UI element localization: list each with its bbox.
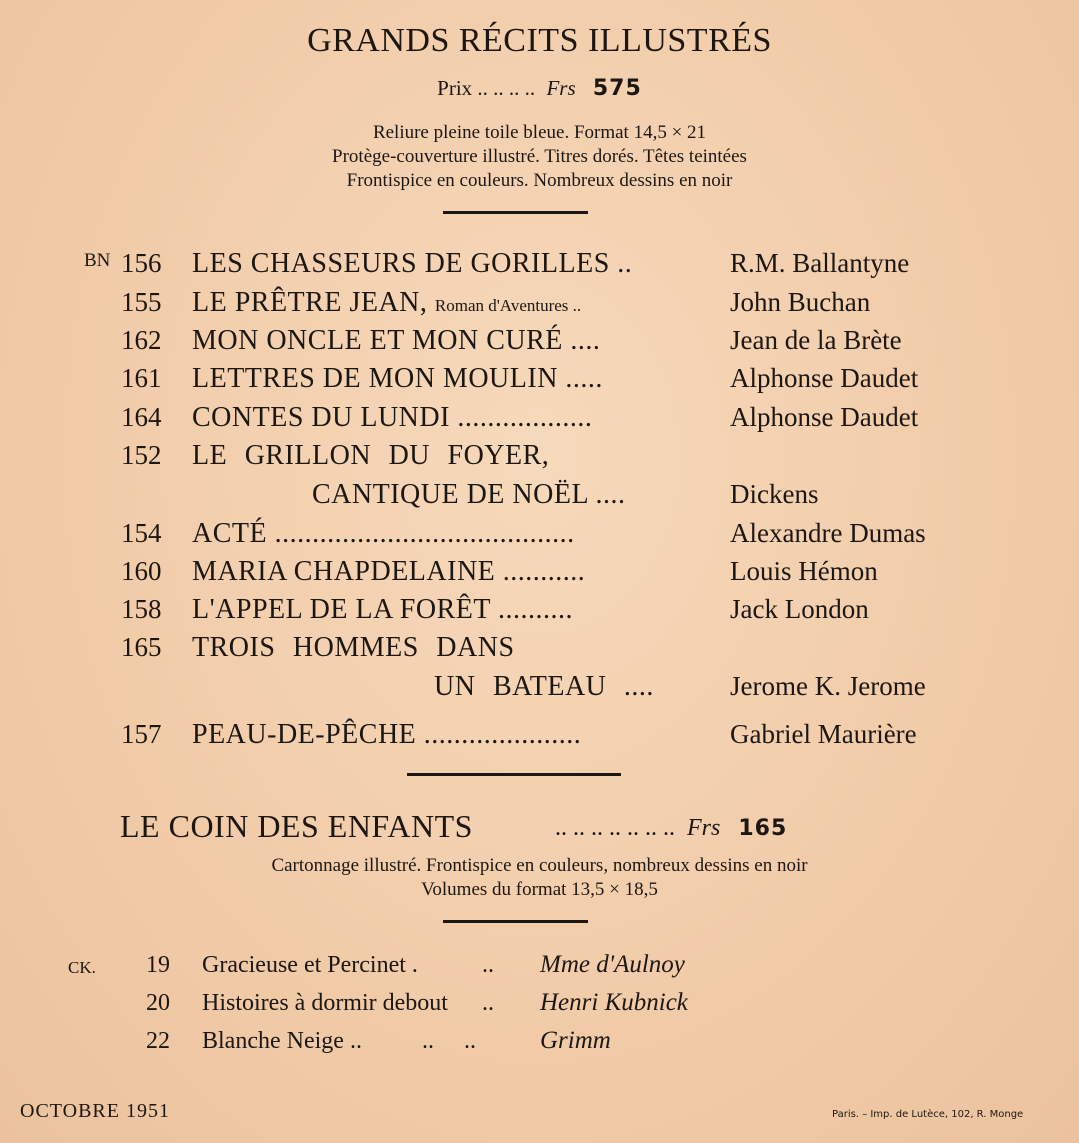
series-prefix: BN xyxy=(84,250,111,271)
book-subtitle: Roman d'Aventures .. xyxy=(434,296,582,315)
book-number: 155 xyxy=(121,287,162,317)
description-line: Reliure pleine toile bleue. Format 14,5 × 21 xyxy=(372,122,707,143)
book-number: 156 xyxy=(121,248,162,278)
book-dots: .. xyxy=(482,990,494,1016)
book-title: LES CHASSEURS DE GORILLES .. xyxy=(192,248,633,279)
book-number: 160 xyxy=(121,556,162,586)
book-author: Grimm xyxy=(540,1027,611,1054)
book-number: 162 xyxy=(121,325,162,355)
series-prefix: CK. xyxy=(68,958,96,977)
book-author: Dickens xyxy=(730,479,819,509)
footer-printer: Paris. – Imp. de Lutèce, 102, R. Monge xyxy=(832,1109,1024,1120)
footer-date: OCTOBRE 1951 xyxy=(20,1100,170,1122)
book-title: MON ONCLE ET MON CURÉ .... xyxy=(192,325,601,356)
book-title: MARIA CHAPDELAINE ........... xyxy=(192,556,586,587)
book-author: Mme d'Aulnoy xyxy=(540,951,685,978)
book-title-continuation: UN BATEAU .... xyxy=(434,671,654,702)
book-number: 158 xyxy=(121,594,162,624)
book-author: R.M. Ballantyne xyxy=(730,248,910,278)
book-author: Alexandre Dumas xyxy=(730,518,926,548)
book-title: CONTES DU LUNDI .................. xyxy=(192,402,593,433)
book-number: 152 xyxy=(121,440,162,470)
book-title: LETTRES DE MON MOULIN ..... xyxy=(192,363,603,394)
price-label: Prix .. .. .. .. xyxy=(437,76,536,100)
book-author: Jean de la Brète xyxy=(730,325,902,355)
description-line: Frontispice en couleurs. Nombreux dessins en noir xyxy=(346,170,733,191)
description-line: Cartonnage illustré. Frontispice en couleurs, nombreux dessins en noir xyxy=(271,855,808,876)
book-author: Jerome K. Jerome xyxy=(730,671,926,701)
price-line-grands-recits xyxy=(0,76,1079,101)
book-author: Jack London xyxy=(730,594,869,624)
book-title: TROIS HOMMES DANS xyxy=(192,632,515,663)
book-title: Gracieuse et Percinet . xyxy=(202,952,418,978)
book-author: Henri Kubnick xyxy=(540,989,688,1016)
price-value: 165 xyxy=(738,816,788,841)
book-author: Alphonse Daudet xyxy=(730,402,919,432)
book-number: 22 xyxy=(146,1028,170,1054)
section-title-grands-recits: GRANDS RÉCITS ILLUSTRÉS xyxy=(307,22,772,59)
book-title: ACTÉ ........................................ xyxy=(192,518,575,549)
book-number: 161 xyxy=(121,363,162,393)
description-coin-des-enfants xyxy=(0,854,1079,902)
price-line-coin-des-enfants xyxy=(555,815,787,842)
book-author: Gabriel Maurière xyxy=(730,719,917,749)
book-author: John Buchan xyxy=(730,287,871,317)
price-value: 575 xyxy=(592,76,642,101)
book-number: 154 xyxy=(121,518,162,548)
book-number: 20 xyxy=(146,990,170,1016)
book-dots: .. .. xyxy=(422,1028,476,1054)
book-number: 165 xyxy=(121,632,162,662)
book-title xyxy=(192,287,581,319)
book-title: PEAU-DE-PÊCHE ..................... xyxy=(192,719,582,750)
divider xyxy=(407,773,621,776)
description-line: Protège-couverture illustré. Titres dorés. Têtes teintées xyxy=(332,146,747,167)
book-number: 157 xyxy=(121,719,162,749)
book-title-main: LE PRÊTRE JEAN, xyxy=(192,287,428,318)
book-author: Louis Hémon xyxy=(730,556,878,586)
currency-label: Frs xyxy=(546,76,576,100)
price-label: .. .. .. .. .. .. .. xyxy=(555,815,675,841)
book-author: Alphonse Daudet xyxy=(730,363,919,393)
divider xyxy=(443,920,588,923)
book-dots: .. xyxy=(482,952,494,978)
book-title: Histoires à dormir debout xyxy=(202,990,448,1016)
divider xyxy=(443,211,588,214)
book-title: LE GRILLON DU FOYER, xyxy=(192,440,550,471)
book-title: Blanche Neige .. xyxy=(202,1028,362,1054)
section-title-coin-des-enfants: LE COIN DES ENFANTS xyxy=(120,808,473,844)
description-line: Volumes du format 13,5 × 18,5 xyxy=(421,879,658,900)
currency-label: Frs xyxy=(687,815,721,841)
book-title: L'APPEL DE LA FORÊT .......... xyxy=(192,594,573,625)
book-number: 19 xyxy=(146,952,170,978)
description-grands-recits xyxy=(0,121,1079,193)
book-title-continuation: CANTIQUE DE NOËL .... xyxy=(312,479,626,510)
book-number: 164 xyxy=(121,402,162,432)
